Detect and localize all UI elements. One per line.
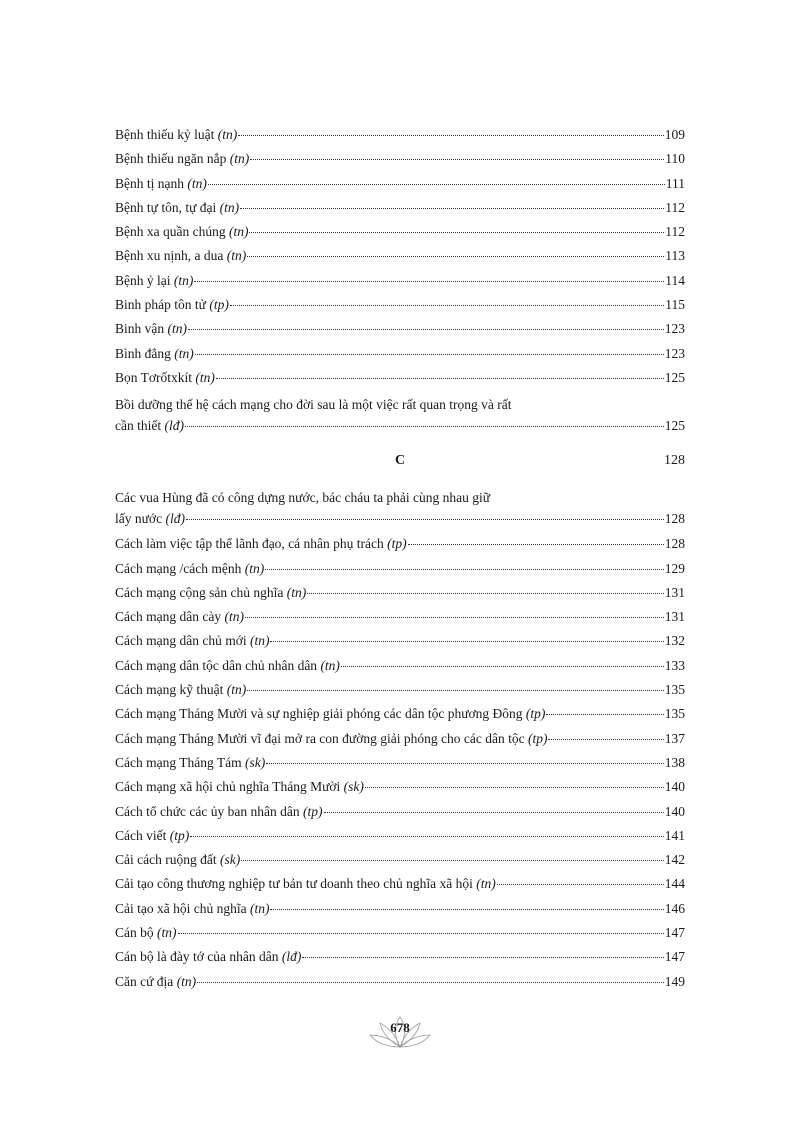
entry-page: 132: [664, 633, 685, 649]
entry-page: 144: [664, 876, 685, 892]
entry-tag: (tn): [187, 175, 207, 191]
leader-dots: [188, 329, 664, 330]
leader-dots: [185, 426, 664, 427]
entry-page: 138: [664, 754, 685, 770]
index-page: [115, 127, 685, 998]
entry-page: 128: [664, 536, 685, 552]
index-entry: [115, 609, 685, 633]
entry-title-line1: Các vua Hùng đã có công dựng nước, bác cháu ta phải cùng nhau giữ: [115, 490, 491, 506]
entry-title-line2: cần thiết: [115, 418, 162, 434]
entry-tag: (tn): [173, 272, 194, 288]
entry-page: 128: [664, 511, 685, 527]
entry-title: Bệnh thiếu kỷ luật: [115, 127, 215, 142]
entry-page: 115: [665, 297, 685, 313]
entry-page: 135: [664, 682, 685, 698]
leader-dots: [307, 593, 664, 594]
entry-tag: (sk): [343, 779, 364, 795]
leader-dots: [247, 256, 664, 257]
index-entry: [115, 755, 685, 779]
section-page: 128: [664, 453, 685, 469]
index-entry: [115, 779, 685, 803]
leader-dots: [240, 208, 664, 209]
leader-dots: [178, 933, 664, 934]
entry-tag: (tn): [217, 127, 238, 142]
entry-title: Bệnh xu nịnh, a dua: [115, 248, 224, 264]
leader-dots: [266, 763, 664, 764]
entry-page: 129: [664, 560, 685, 576]
entry-title: Cách mạng xã hội chủ nghĩa Tháng Mười: [115, 779, 341, 795]
entry-page: 147: [664, 925, 685, 941]
entry-page: 133: [664, 657, 685, 673]
entry-page: 114: [665, 272, 685, 288]
index-entry: [115, 370, 685, 394]
entry-title: Bệnh tự tôn, tự đại: [115, 199, 217, 215]
leader-dots: [548, 739, 663, 740]
entry-title: Bệnh ỷ lại: [115, 272, 171, 288]
leader-dots: [245, 617, 664, 618]
entry-page: 146: [664, 900, 685, 916]
entry-title: Bọn Tơrốtxkít: [115, 369, 193, 385]
entry-tag: (tn): [244, 560, 265, 576]
index-entry: [115, 731, 685, 755]
entry-title: Cách mạng dân cày: [115, 609, 222, 625]
leader-dots: [270, 909, 663, 910]
entry-tag: (lđ): [164, 418, 184, 434]
index-entry: [115, 828, 685, 852]
entry-title: Bệnh xa quần chúng: [115, 224, 226, 240]
entry-tag: (tn): [476, 876, 496, 892]
entry-page: 113: [665, 248, 685, 264]
index-entry: [115, 682, 685, 706]
leader-dots: [250, 159, 664, 160]
entry-tag: (tn): [176, 973, 197, 989]
entry-tag: (tp): [169, 827, 190, 843]
lotus-ornament-icon: [368, 1015, 432, 1051]
entry-title-line1: Bồi dưỡng thế hệ cách mạng cho đời sau là một việc rất quan trọng và rất: [115, 397, 512, 413]
index-entry: [115, 949, 685, 973]
entry-page: 112: [665, 224, 685, 240]
leader-dots: [341, 666, 664, 667]
leader-dots: [408, 544, 664, 545]
leader-dots: [194, 281, 664, 282]
leader-dots: [230, 305, 664, 306]
entry-tag: (tp): [387, 536, 407, 552]
entry-tag: (tn): [157, 925, 177, 941]
index-entry: [115, 224, 685, 248]
entry-page: 125: [664, 418, 685, 434]
entry-title: Cách mạng kỹ thuật: [115, 682, 224, 698]
leader-dots: [324, 812, 664, 813]
index-entry: [115, 321, 685, 345]
entry-page: 131: [664, 609, 685, 625]
entry-title: Binh pháp tôn tử: [115, 297, 206, 313]
entry-page: 140: [664, 779, 685, 795]
index-entry: [115, 536, 685, 560]
page-number: 678: [390, 1020, 410, 1035]
leader-dots: [249, 232, 664, 233]
index-entry: [115, 706, 685, 730]
entry-title: Cán bộ: [115, 925, 154, 941]
entry-page: 110: [665, 151, 685, 167]
entry-page: 123: [664, 345, 685, 361]
entry-title: Cách mạng cộng sản chủ nghĩa: [115, 584, 284, 600]
index-entry: [115, 487, 685, 529]
leader-dots: [197, 982, 664, 983]
index-entry: [115, 633, 685, 657]
entry-tag: (tn): [228, 224, 249, 240]
entry-page: 147: [664, 949, 685, 965]
entry-page: 112: [665, 199, 685, 215]
entry-title: Bình đẳng: [115, 345, 171, 361]
entry-page: 131: [664, 584, 685, 600]
section-header-c: [115, 443, 685, 487]
entry-title: Cách mạng dân tộc dân chủ nhân dân: [115, 657, 318, 673]
entry-page: 135: [664, 706, 685, 722]
entry-title: Căn cứ địa: [115, 973, 174, 989]
entry-title: Cải tạo xã hội chủ nghĩa: [115, 900, 247, 916]
index-entry: [115, 561, 685, 585]
entry-title: Cách mạng dân chủ mới: [115, 633, 247, 649]
entry-title: Cách tổ chức các ủy ban nhân dân: [115, 803, 300, 819]
leader-dots: [241, 860, 664, 861]
index-entry: [115, 273, 685, 297]
index-entry: [115, 852, 685, 876]
index-entry: [115, 151, 685, 175]
entry-title: Binh vận: [115, 321, 165, 337]
entry-title: Bệnh tị nạnh: [115, 175, 184, 191]
entry-tag: (lđ): [281, 949, 302, 965]
leader-dots: [208, 184, 665, 185]
entry-title: Cách mạng Tháng Tám: [115, 754, 242, 770]
entry-tag: (lđ): [165, 511, 185, 527]
entry-title: Cách làm việc tập thể lãnh đạo, cá nhân phụ trách: [115, 536, 384, 552]
index-entry: [115, 200, 685, 224]
entry-title: Cách mạng Tháng Mười vĩ đại mở ra con đường giải phóng cho các dân tộc: [115, 730, 525, 746]
entry-tag: (tn): [286, 584, 307, 600]
leader-dots: [302, 957, 663, 958]
entry-title-line2: lấy nước: [115, 511, 163, 527]
index-entry: [115, 901, 685, 925]
index-list-b: [115, 127, 685, 394]
entry-title: Cải tạo công thương nghiệp tư bản tư doanh theo chủ nghĩa xã hội: [115, 876, 473, 892]
entry-page: 109: [664, 127, 685, 142]
entry-tag: (tn): [224, 609, 244, 625]
entry-title: Cải cách ruộng đất: [115, 852, 217, 868]
leader-dots: [497, 884, 664, 885]
leader-dots: [265, 569, 664, 570]
leader-dots: [190, 836, 664, 837]
index-entry: [115, 297, 685, 321]
entry-tag: (tp): [527, 730, 548, 746]
entry-page: 111: [665, 175, 685, 191]
leader-dots: [186, 519, 664, 520]
entry-tag: (tp): [525, 706, 546, 722]
entry-title: Cách mạng Tháng Mười và sự nghiệp giải phóng các dân tộc phương Đông: [115, 706, 523, 722]
index-entry: [115, 876, 685, 900]
entry-title: Bệnh thiếu ngăn nắp: [115, 151, 227, 167]
entry-tag: (tn): [219, 199, 240, 215]
page-footer: [0, 1015, 800, 1056]
entry-tag: (tn): [249, 900, 270, 916]
entry-tag: (tn): [174, 345, 194, 361]
entry-page: 123: [664, 321, 685, 337]
entry-page: 140: [664, 803, 685, 819]
index-entry: [115, 346, 685, 370]
leader-dots: [365, 787, 664, 788]
entry-tag: (tp): [303, 803, 323, 819]
entry-page: 137: [664, 730, 685, 746]
entry-tag: (tn): [226, 248, 247, 264]
leader-dots: [216, 378, 664, 379]
entry-tag: (sk): [244, 754, 266, 770]
index-entry: [115, 248, 685, 272]
leader-dots: [195, 354, 664, 355]
leader-dots: [270, 641, 663, 642]
index-entry: [115, 176, 685, 200]
index-entry: [115, 804, 685, 828]
entry-tag: (tp): [209, 297, 229, 313]
entry-tag: (tn): [226, 682, 247, 698]
index-entry: [115, 974, 685, 998]
index-entry: [115, 127, 685, 151]
entry-tag: (tn): [229, 151, 250, 167]
entry-tag: (tn): [195, 369, 215, 385]
index-entry: [115, 585, 685, 609]
entry-page: 141: [664, 827, 685, 843]
index-list-c: [115, 536, 685, 998]
leader-dots: [546, 714, 663, 715]
entry-page: 149: [664, 973, 685, 989]
entry-title: Cách viết: [115, 827, 167, 843]
entry-title: Cách mạng /cách mệnh: [115, 560, 242, 576]
entry-title: Cán bộ là đày tớ của nhân dân: [115, 949, 279, 965]
entry-tag: (sk): [219, 852, 241, 868]
leader-dots: [238, 135, 664, 136]
entry-page: 125: [664, 369, 685, 385]
entry-page: 142: [664, 852, 685, 868]
section-letter: C: [394, 453, 406, 469]
entry-tag: (tn): [249, 633, 270, 649]
index-entry: [115, 394, 685, 436]
index-entry: [115, 658, 685, 682]
leader-dots: [247, 690, 664, 691]
index-entry: [115, 925, 685, 949]
entry-tag: (tn): [167, 321, 187, 337]
entry-tag: (tn): [320, 657, 340, 673]
